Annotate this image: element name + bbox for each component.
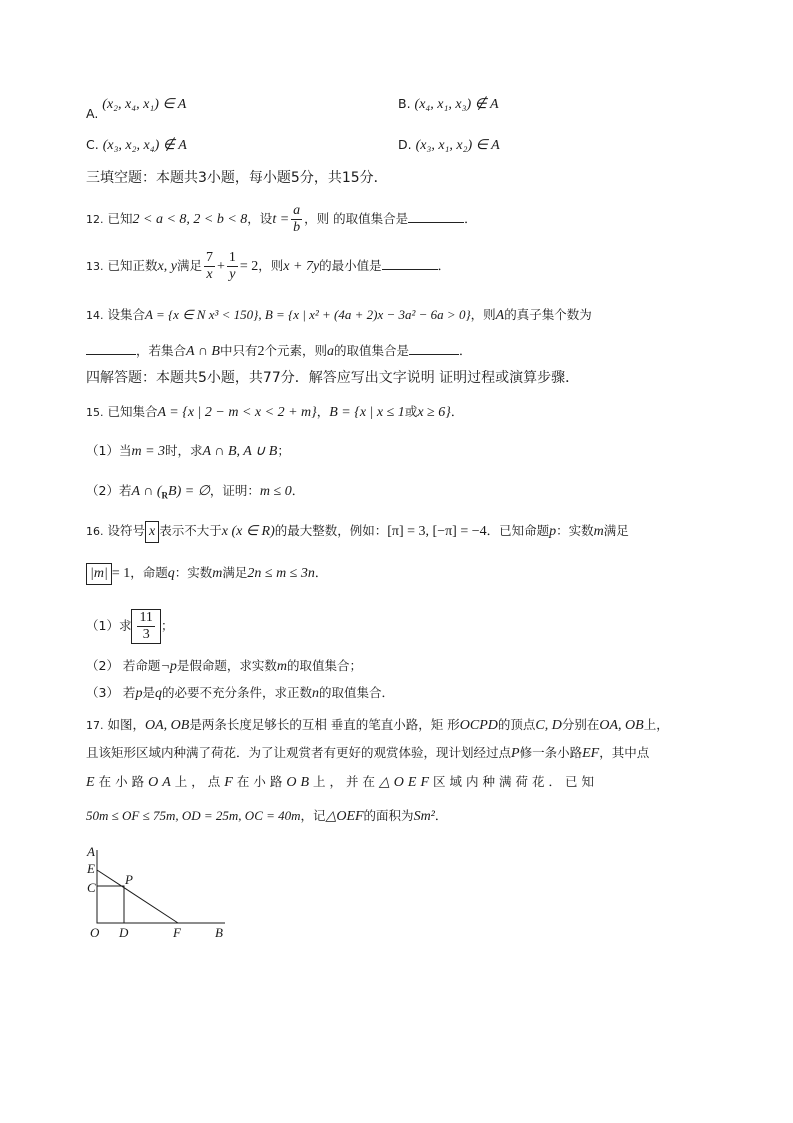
q17-math: OA	[148, 775, 175, 790]
option-d	[398, 135, 500, 156]
question-17-line3	[86, 772, 598, 793]
label-c: C	[87, 880, 96, 895]
question-number: 12.	[86, 213, 104, 226]
q13-text: 满足	[176, 258, 202, 273]
q12-math: 2 < a < 8, 2 < b < 8	[132, 212, 248, 227]
q17-math: OCPD	[459, 718, 498, 733]
q15-text: 时，求	[165, 443, 203, 458]
q16-math: ¬p	[160, 659, 177, 674]
q12-math: t =	[272, 212, 290, 227]
q16-math: [π] = 3, [−π] = −4	[387, 524, 487, 539]
q15-text: ，	[316, 404, 330, 419]
q15-math: B = {x | x ≤ 1	[329, 405, 405, 420]
q17-math: △OEF	[325, 809, 364, 824]
answer-blank	[409, 340, 459, 355]
question-16-line2	[86, 563, 327, 585]
label-o: O	[90, 925, 100, 940]
q16-text: ；	[160, 618, 174, 633]
q16-text: （1）求	[86, 618, 132, 633]
denominator: y	[229, 267, 236, 282]
q17-math: OA, OB	[599, 718, 644, 733]
q17-text: 且该矩形区域内种满了荷花．为了让观赏者有更好的观赏体验，现计划经过点	[86, 745, 512, 760]
q16-math: p	[549, 524, 557, 539]
question-17-line2	[86, 743, 649, 764]
q15-text: ；	[277, 443, 290, 458]
q16-text: （2） 若命题	[86, 658, 161, 673]
q16-text: 是	[142, 685, 155, 700]
q16-text: 是假命题，求实数	[176, 658, 277, 673]
question-14-line2	[86, 340, 472, 362]
numerator: 11	[139, 610, 153, 625]
question-14-line1	[86, 305, 592, 326]
q15-math: x ≥ 6}	[417, 405, 451, 420]
answer-blank	[408, 208, 464, 223]
q17-math: OA, OB	[145, 718, 190, 733]
q16-math: = 1	[111, 566, 131, 581]
q16-text: 表示不大于	[159, 523, 222, 538]
q17-math: E	[86, 775, 99, 790]
floor-bracket: x	[145, 521, 159, 543]
q14-math: A ∩ B	[186, 344, 220, 359]
q15-math: m ≤ 0	[259, 484, 292, 499]
q16-text: ，命题	[130, 565, 168, 580]
q13-text: ，则	[258, 258, 284, 273]
denominator: x	[206, 267, 213, 282]
q14-text: 中只有	[219, 343, 258, 358]
option-c-label: C.	[86, 137, 99, 152]
q16-text: 设符号	[107, 523, 145, 538]
label-d: D	[119, 925, 129, 940]
q16-text: ．	[314, 565, 328, 580]
q12-text: 已知	[107, 211, 133, 226]
q15-text: ．	[450, 404, 464, 419]
q16-math: m	[212, 566, 223, 581]
q17-text: 的面积为	[363, 808, 414, 823]
q15-math: m = 3	[131, 444, 166, 459]
question-number: 16.	[86, 525, 104, 538]
option-b	[398, 94, 499, 115]
question-number: 17.	[86, 719, 104, 732]
q15-math: A = {x | 2 − m < x < 2 + m}	[157, 405, 317, 420]
question-16-part3	[86, 683, 394, 704]
q16-text: （3） 若	[86, 685, 136, 700]
q17-math: 50m ≤ OF ≤ 75m, OD = 25m, OC = 40m	[86, 808, 301, 823]
option-d-math: (x₃, x₁, x₂) ∈ A	[415, 138, 500, 153]
question-16-part2	[86, 656, 362, 677]
section-four-heading: 四解答题：本题共5小题，共77分．解答应写出文字说明 证明过程或演算步骤．	[86, 370, 580, 386]
q17-text: 区域内种满荷花．已知	[433, 774, 599, 789]
q12-text: ，设	[247, 211, 273, 226]
question-16-line1	[86, 521, 629, 543]
q15-math: A ∩ B, A ∪ B	[202, 444, 278, 459]
option-c	[86, 135, 187, 156]
q17-text: ，其中点	[599, 745, 650, 760]
q17-math: Sm²	[413, 809, 435, 824]
q16-text: 的最大整数，例如：	[274, 523, 388, 538]
q16-math: q	[154, 686, 162, 701]
q14-text: 个元素，则	[264, 343, 328, 358]
q17-text: ．	[434, 808, 448, 823]
q16-text: ：实数	[556, 523, 594, 538]
q13-fraction	[227, 250, 238, 283]
option-d-label: D.	[398, 137, 412, 152]
q17-math: P	[511, 746, 520, 761]
q16-fraction	[137, 610, 154, 643]
q17-math: EF	[582, 746, 600, 761]
label-a: A	[87, 844, 95, 859]
q16-math: x (x ∈ R)	[221, 524, 275, 539]
q16-text: 满足	[222, 565, 248, 580]
q15-text: （1）当	[86, 443, 132, 458]
q16-math: 2n ≤ m ≤ 3n	[247, 566, 315, 581]
road-ef	[97, 870, 178, 923]
q15-text: 已知集合	[107, 404, 158, 419]
q17-math: F	[224, 775, 237, 790]
q16-math: m	[276, 659, 288, 674]
q12-text: ，则 的取值集合是	[304, 211, 409, 226]
option-b-math: (x₄, x₁, x₃) ∉ A	[414, 97, 499, 112]
question-13	[86, 250, 450, 283]
question-number: 15.	[86, 406, 104, 419]
q16-text: 的取值集合．	[318, 685, 394, 700]
rectangle-ocpd	[97, 886, 124, 923]
label-b: B	[215, 925, 223, 940]
q16-text: 的取值集合；	[287, 658, 363, 673]
denominator: b	[293, 220, 301, 235]
q17-text: 的顶点	[497, 717, 536, 732]
q16-text: 满足	[603, 523, 629, 538]
answer-blank	[382, 255, 438, 270]
q13-text: 已知正数	[107, 258, 158, 273]
q13-math: = 2	[239, 259, 259, 274]
floor-bracket: |m|	[86, 563, 112, 585]
label-e: E	[87, 861, 95, 876]
numerator: a	[293, 203, 301, 218]
q17-math: OB	[286, 775, 314, 790]
q15-math: B) = ∅	[168, 484, 210, 499]
question-15-part1	[86, 441, 290, 462]
question-15	[86, 402, 463, 423]
q16-math: q	[167, 566, 175, 581]
q17-text: 修一条小路	[519, 745, 583, 760]
q16-math: p	[135, 686, 143, 701]
option-a-label: A.	[86, 106, 99, 121]
q14-math: 2	[257, 344, 265, 359]
q17-text: 上，点	[174, 774, 225, 789]
q16-text: ．已知命题	[486, 523, 550, 538]
label-f: F	[173, 925, 181, 940]
q14-text: ，则	[470, 307, 496, 322]
q14-text: ．	[459, 343, 472, 358]
question-number: 13.	[86, 260, 104, 273]
q15-text: 或	[404, 404, 418, 419]
label-p: P	[125, 872, 133, 887]
q12-text: ．	[464, 211, 477, 226]
q13-fraction	[204, 250, 215, 283]
q17-text: 如图，	[107, 717, 145, 732]
q14-math: A = {x ∈ N x³ < 150}, B = {x | x² + (4a + 2)x − 3a² − 6a > 0}	[145, 307, 471, 322]
option-b-label: B.	[398, 96, 411, 111]
q13-text: ．	[437, 258, 451, 273]
q17-text: 在小路	[236, 774, 287, 789]
answer-blank	[86, 340, 136, 355]
q16-math: m	[593, 524, 604, 539]
q15-text: ．	[291, 483, 305, 498]
question-17-line1	[86, 715, 669, 736]
q16-text: 的必要不充分条件，求正数	[161, 685, 312, 700]
numerator: 1	[228, 250, 236, 265]
q17-text: ，记	[300, 808, 326, 823]
q17-text: 分别在	[561, 717, 600, 732]
q13-math: x + 7y	[283, 259, 320, 274]
q16-text: ：实数	[174, 565, 213, 580]
q15-subscript: R	[161, 490, 169, 501]
q12-fraction	[291, 203, 302, 236]
q16-math: n	[311, 686, 319, 701]
q17-text: 上，	[643, 717, 669, 732]
q14-text: 设集合	[107, 307, 145, 322]
q17-math: C, D	[535, 718, 562, 733]
option-a	[86, 94, 187, 121]
q14-text: ，若集合	[136, 343, 187, 358]
q14-text: 的真子集个数为	[504, 307, 592, 322]
q17-text: 在小路	[98, 774, 149, 789]
q17-text: 上，并在	[313, 774, 380, 789]
q15-text: ，证明：	[209, 483, 260, 498]
q14-text: 的取值集合是	[334, 343, 410, 358]
option-a-math: (x₂, x₄, x₁) ∈ A	[102, 97, 187, 112]
question-12	[86, 203, 477, 236]
floor-bracket	[131, 609, 160, 644]
q13-text: 的最小值是	[319, 258, 382, 273]
q14-math: A	[495, 308, 505, 323]
question-17-line4	[86, 806, 447, 827]
denominator: 3	[142, 627, 150, 642]
q17-text: 是两条长度足够长的互相 垂直的笔直小路，矩 形	[189, 717, 460, 732]
question-16-part1	[86, 609, 173, 644]
plus-sign: +	[216, 259, 225, 274]
lotus-pond-figure	[80, 840, 240, 945]
q17-math: △OEF	[379, 775, 434, 790]
question-15-part2	[86, 481, 304, 506]
q13-math: x, y	[157, 259, 177, 274]
option-c-math: (x₃, x₂, x₄) ∉ A	[102, 138, 187, 153]
q15-text: （2）若	[86, 483, 132, 498]
section-three-heading: 三填空题：本题共3小题，每小题5分，共15分．	[86, 170, 388, 186]
question-number: 14.	[86, 309, 104, 322]
q15-math: A ∩ (	[131, 484, 162, 499]
q14-math: a	[327, 344, 335, 359]
numerator: 7	[205, 250, 213, 265]
